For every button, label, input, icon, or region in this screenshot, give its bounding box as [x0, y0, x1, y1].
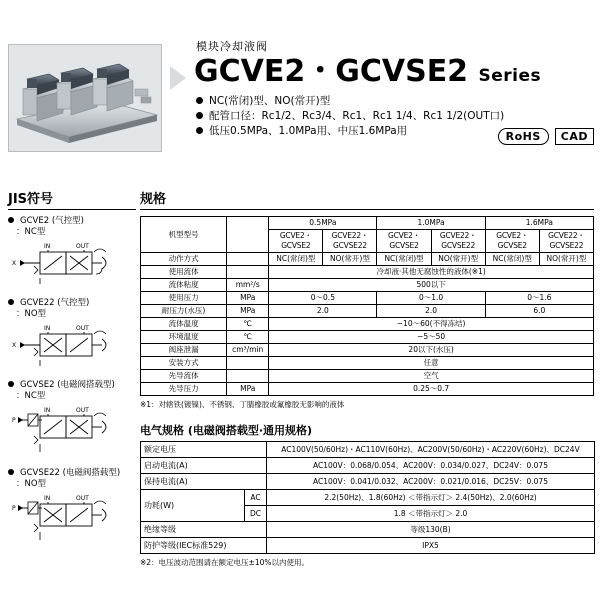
- row-label: 流体粘度: [141, 279, 227, 292]
- row-label: 功耗(W): [141, 490, 245, 522]
- table-row: [141, 442, 595, 458]
- model-header: 机型型号: [141, 217, 227, 253]
- table-row: [141, 305, 594, 318]
- cad-badge: CAD: [555, 128, 594, 145]
- product-name: GCVE2・GCVSE2: [194, 54, 469, 89]
- title-zone: [170, 38, 590, 139]
- row-value: 空气: [269, 370, 594, 383]
- row-value: −5～50: [269, 331, 594, 344]
- row-label: 额定电压: [141, 442, 267, 458]
- bullet-dot-icon: [8, 469, 14, 475]
- svg-text:P: P: [12, 505, 16, 512]
- arrow-marker: [170, 66, 186, 90]
- badge-group: [498, 128, 594, 145]
- table-row: [141, 253, 594, 266]
- spec-note: ※1：对辖铁(镀镍)、不锈钢、丁腈橡胶或氟橡胶无影响的液体: [140, 400, 345, 409]
- symbol-title: [8, 380, 136, 391]
- jis-heading: JIS符号: [8, 188, 136, 210]
- row-label: 环境温度: [141, 331, 227, 344]
- row-value: NC(常闭)型: [485, 253, 539, 266]
- svg-text:P: P: [12, 417, 16, 424]
- table-row: [141, 279, 594, 292]
- row-value: 等级130(B): [267, 522, 595, 538]
- svg-text:IN: IN: [44, 407, 51, 414]
- svg-text:OUT: OUT: [76, 325, 89, 332]
- row-label: 先导压力: [141, 383, 227, 396]
- row-value: 2.0: [269, 305, 377, 318]
- row-value: 1.8 ＜带指示灯＞ 2.0: [267, 506, 595, 522]
- model-cell: GCVE22・GCVSE22: [539, 230, 593, 253]
- row-label: 阀座泄漏: [141, 344, 227, 357]
- symbol-figure-nc-pilot: [10, 240, 130, 290]
- row-label: 使用压力: [141, 292, 227, 305]
- model-cell: GCVE22・GCVSE22: [431, 230, 485, 253]
- table-row: [141, 370, 594, 383]
- symbol-title: [8, 468, 136, 479]
- model-cell: GCVE2・GCVSE2: [269, 230, 323, 253]
- bullet-dot-icon: [8, 217, 14, 223]
- row-sublabel: DC: [245, 506, 267, 522]
- row-unit: MPa: [227, 383, 269, 396]
- table-row: [141, 538, 595, 554]
- symbol-title-text: GCVSE2 (电磁阀搭载型): [20, 380, 115, 390]
- table-row: [141, 318, 594, 331]
- bullet-dot-icon: [8, 299, 14, 305]
- table-row: [141, 490, 595, 506]
- rohs-badge: RoHS: [498, 128, 549, 145]
- row-value: IPX5: [267, 538, 595, 554]
- row-value: 0～1.0: [377, 292, 485, 305]
- valve-illustration: [9, 45, 161, 151]
- jis-symbol-block: [8, 380, 136, 460]
- symbol-subtitle: ：NC型: [16, 227, 46, 237]
- table-row: [141, 331, 594, 344]
- spec-table: [140, 216, 594, 396]
- bullet-text: NC(常闭)型、NO(常开)型: [209, 94, 331, 107]
- row-value: 任意: [269, 357, 594, 370]
- row-value: NO(常开)型: [323, 253, 377, 266]
- pressure-group: 0.5MPa: [269, 217, 377, 230]
- spec-section: [140, 188, 594, 568]
- row-value: 0～0.5: [269, 292, 377, 305]
- row-unit: ℃: [227, 331, 269, 344]
- svg-text:X: X: [12, 260, 17, 267]
- bullet-text: 配管口径：Rc1/2、Rc3/4、Rc1、Rc1 1/4、Rc1 1/2(OUT口): [209, 109, 505, 122]
- row-value: 0.25～0.7: [269, 383, 594, 396]
- svg-text:X: X: [12, 342, 17, 349]
- table-row: [141, 292, 594, 305]
- row-unit: [227, 266, 269, 279]
- row-unit: [227, 357, 269, 370]
- table-row: [141, 383, 594, 396]
- row-value: NO(常开)型: [539, 253, 593, 266]
- electrical-table: [140, 441, 595, 554]
- symbol-subtitle: ：NO型: [16, 479, 47, 489]
- symbol-title-text: GCVE2 (气控型): [20, 216, 84, 226]
- jis-symbols-section: [8, 188, 136, 556]
- symbol-subtitle: ：NO型: [16, 309, 47, 319]
- row-label: 启动电流(A): [141, 458, 267, 474]
- chinese-subtitle: 模块冷却液阀: [196, 40, 268, 53]
- page-title: [194, 56, 590, 88]
- electrical-heading: 电气规格 (电磁阀搭载型·通用规格): [140, 424, 313, 437]
- row-unit: ℃: [227, 318, 269, 331]
- jis-symbol-block: [8, 468, 136, 548]
- symbol-figure-nc-solenoid: [10, 404, 130, 460]
- row-label: 先导流体: [141, 370, 227, 383]
- list-item: [196, 94, 590, 109]
- product-photo: [8, 44, 162, 152]
- jis-symbol-block: [8, 216, 136, 290]
- table-row: [141, 266, 594, 279]
- row-label: 流体温度: [141, 318, 227, 331]
- symbol-figure-no-pilot: [10, 322, 130, 372]
- row-unit: MPa: [227, 305, 269, 318]
- row-label: 耐压力(水压): [141, 305, 227, 318]
- symbol-title-text: GCVE22 (气控型): [20, 298, 90, 308]
- row-unit: cm³/min: [227, 344, 269, 357]
- row-label: 保持电流(A): [141, 474, 267, 490]
- row-unit: mm²/s: [227, 279, 269, 292]
- row-value: AC100V(50/60Hz)・AC110V(60Hz)、AC200V(50/60Hz)・AC220V(60Hz)、DC24V: [267, 442, 595, 458]
- row-unit: [227, 253, 269, 266]
- table-row: [141, 474, 595, 490]
- pressure-group: 1.6MPa: [485, 217, 593, 230]
- row-value: 2.2(50Hz)、1.8(60Hz) ＜带指示灯＞ 2.4(50Hz)、2.0(60Hz): [267, 490, 595, 506]
- table-row: [141, 458, 595, 474]
- header: [0, 34, 600, 174]
- row-value: NC(常闭)型: [269, 253, 323, 266]
- model-cell: GCVE2・GCVSE2: [485, 230, 539, 253]
- table-row: [141, 522, 595, 538]
- bullet-dot-icon: [196, 97, 203, 104]
- symbol-title: [8, 216, 136, 227]
- table-row-pressure-groups: [141, 217, 594, 230]
- spec-heading: 规格: [140, 188, 594, 210]
- row-value: −10～60(不得冻结): [269, 318, 594, 331]
- row-unit: MPa: [227, 292, 269, 305]
- row-value: NO(常开)型: [431, 253, 485, 266]
- symbol-subtitle: ：NC型: [16, 391, 46, 401]
- row-value: 2.0: [377, 305, 485, 318]
- row-label: 动作方式: [141, 253, 227, 266]
- bullet-text: 低压0.5MPa、1.0MPa用、中压1.6MPa用: [209, 124, 408, 137]
- row-label: 安装方式: [141, 357, 227, 370]
- row-label: 防护等级(IEC标准529): [141, 538, 267, 554]
- row-sublabel: AC: [245, 490, 267, 506]
- row-unit: [227, 370, 269, 383]
- row-value: 6.0: [485, 305, 593, 318]
- spacer-cell: [227, 217, 269, 253]
- electrical-note: ※2：电压波动范围请在额定电压±10%以内使用。: [140, 558, 310, 567]
- series-label: Series: [478, 66, 542, 86]
- model-cell: GCVE2・GCVSE2: [377, 230, 431, 253]
- table-row: [141, 344, 594, 357]
- pressure-group: 1.0MPa: [377, 217, 485, 230]
- bullet-dot-icon: [8, 381, 14, 387]
- table-row: [141, 357, 594, 370]
- svg-text:IN: IN: [44, 495, 51, 502]
- row-value: 0～1.6: [485, 292, 593, 305]
- svg-text:OUT: OUT: [76, 243, 89, 250]
- bullet-dot-icon: [196, 127, 203, 134]
- svg-text:IN: IN: [44, 243, 51, 250]
- row-label: 使用流体: [141, 266, 227, 279]
- jis-symbol-block: [8, 298, 136, 372]
- symbol-title-text: GCVSE22 (电磁阀搭载型): [20, 468, 121, 478]
- row-value: 冷却液·其他无腐蚀性的液体(※1): [269, 266, 594, 279]
- row-value: 500以下: [269, 279, 594, 292]
- model-cell: GCVE22・GCVSE22: [323, 230, 377, 253]
- svg-text:OUT: OUT: [76, 495, 89, 502]
- row-value: NC(常闭)型: [377, 253, 431, 266]
- row-value: AC100V：0.068/0.054、AC200V：0.034/0.027、DC24V：0.075: [267, 458, 595, 474]
- list-item: [196, 109, 590, 124]
- row-label: 绝缘等级: [141, 522, 267, 538]
- row-value: 20以下(水压): [269, 344, 594, 357]
- svg-text:OUT: OUT: [76, 407, 89, 414]
- symbol-figure-no-solenoid: [10, 492, 130, 548]
- symbol-title: [8, 298, 136, 309]
- bullet-dot-icon: [196, 112, 203, 119]
- svg-text:IN: IN: [44, 325, 51, 332]
- row-value: AC100V：0.041/0.032、AC200V：0.021/0.016、DC25V：0.075: [267, 474, 595, 490]
